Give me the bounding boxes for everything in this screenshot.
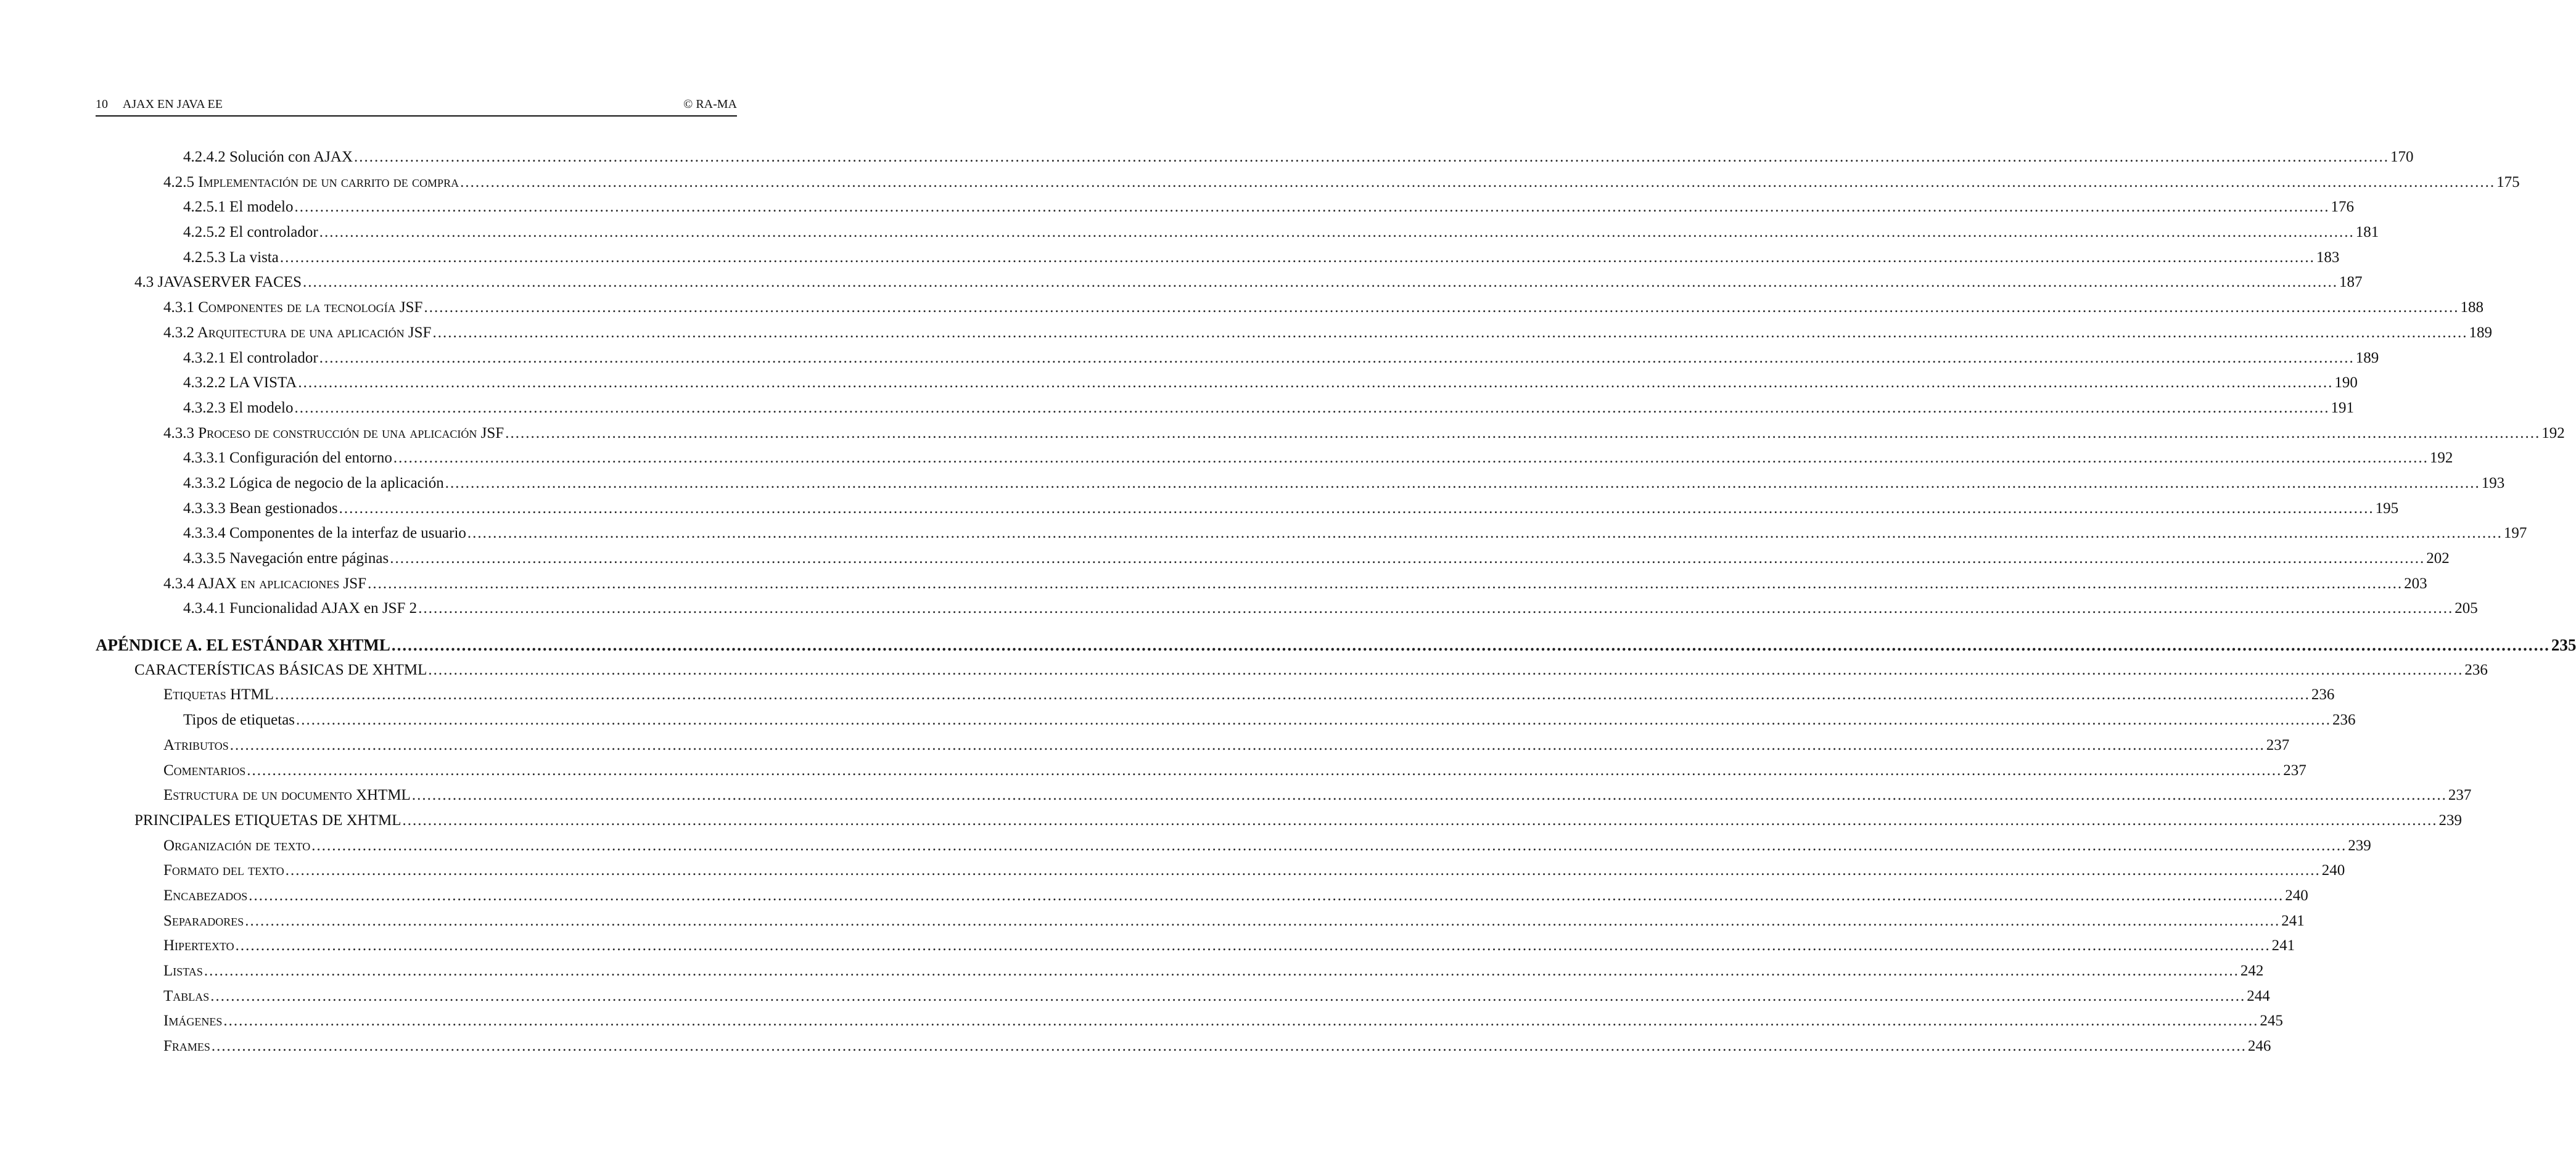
toc-entry-title: CARACTERÍSTICAS BÁSICAS DE XHTML bbox=[134, 661, 427, 678]
toc-entry-title: Frames bbox=[163, 1038, 210, 1055]
toc-entry bbox=[96, 195, 2354, 220]
toc-entry-page: 190 bbox=[2334, 374, 2358, 392]
toc-entry bbox=[96, 521, 2527, 546]
toc-entry bbox=[96, 909, 2305, 934]
toc-entry-title: 4.3.3.1 Configuración del entorno bbox=[183, 450, 392, 467]
toc-entry-title: Estructura de un documento XHTML bbox=[163, 787, 411, 804]
toc-entry-page: 246 bbox=[2247, 1038, 2271, 1055]
toc-entry-page: 189 bbox=[2355, 349, 2379, 366]
toc-entry-page: 187 bbox=[2339, 274, 2363, 291]
toc-entry-title: 4.3.2.1 El controlador bbox=[183, 349, 318, 366]
toc-entry-page: 175 bbox=[2496, 173, 2520, 191]
dot-leader: ................................................................................................................................................................................................................................................................................................................................................................................................................ bbox=[303, 274, 2338, 291]
toc-entry-title: Imágenes bbox=[163, 1012, 223, 1030]
toc-entry-page: 237 bbox=[2266, 736, 2290, 753]
toc-entry-page: 205 bbox=[2455, 600, 2478, 617]
dot-leader: ................................................................................................................................................................................................................................................................................................................................................................................................................ bbox=[249, 887, 2284, 904]
dot-leader: ................................................................................................................................................................................................................................................................................................................................................................................................................ bbox=[319, 224, 2355, 241]
toc-entry-title: 4.3.2 Arquitectura de una aplicación JSF bbox=[163, 324, 432, 341]
toc-entry bbox=[96, 321, 2492, 346]
publisher: © RA-MA bbox=[683, 97, 737, 111]
toc-entry-page: 241 bbox=[2281, 912, 2305, 929]
toc-entry bbox=[96, 733, 2290, 758]
toc-entry-title: Separadores bbox=[163, 912, 244, 929]
toc-entry-page: 202 bbox=[2426, 550, 2450, 567]
toc-entry bbox=[96, 708, 2356, 733]
toc-entry bbox=[96, 546, 2450, 572]
toc-entry-page: 239 bbox=[2348, 837, 2371, 854]
toc-entry-page: 241 bbox=[2271, 937, 2295, 955]
table-of-contents bbox=[96, 145, 2576, 1059]
toc-entry-title: 4.3.2.2 LA VISTA bbox=[183, 374, 297, 392]
toc-entry-title: Encabezados bbox=[163, 887, 248, 904]
toc-entry-title: Tablas bbox=[163, 987, 210, 1004]
dot-leader: ................................................................................................................................................................................................................................................................................................................................................................................................................ bbox=[274, 686, 2310, 704]
dot-leader: ................................................................................................................................................................................................................................................................................................................................................................................................................ bbox=[432, 324, 2468, 341]
toc-entry-title: Hipertexto bbox=[163, 937, 234, 955]
dot-leader: ................................................................................................................................................................................................................................................................................................................................................................................................................ bbox=[505, 424, 2541, 441]
dot-leader: ................................................................................................................................................................................................................................................................................................................................................................................................................ bbox=[428, 661, 2464, 678]
toc-entry-page: 189 bbox=[2469, 324, 2492, 341]
toc-entry-title: 4.3.4.1 Funcionalidad AJAX en JSF 2 bbox=[183, 600, 418, 617]
toc-entry bbox=[96, 683, 2335, 708]
toc-entry bbox=[96, 1034, 2271, 1059]
dot-leader: ................................................................................................................................................................................................................................................................................................................................................................................................................ bbox=[411, 787, 2447, 804]
toc-entry-title: Organización de texto bbox=[163, 837, 311, 854]
dot-leader: ................................................................................................................................................................................................................................................................................................................................................................................................................ bbox=[235, 937, 2271, 955]
toc-entry bbox=[96, 633, 2576, 658]
toc-entry-page: 192 bbox=[2429, 450, 2453, 467]
toc-entry-title: 4.3.3.4 Componentes de la interfaz de usuario bbox=[183, 525, 466, 542]
toc-entry bbox=[96, 295, 2483, 321]
toc-entry-title: PRINCIPALES ETIQUETAS DE XHTML bbox=[134, 811, 401, 829]
toc-entry bbox=[96, 934, 2295, 959]
toc-entry-page: 197 bbox=[2503, 525, 2527, 542]
toc-entry bbox=[96, 145, 2414, 170]
page-number: 10 bbox=[96, 97, 108, 111]
toc-entry-page: 193 bbox=[2481, 474, 2505, 491]
toc-entry-title: Formato del texto bbox=[163, 862, 284, 879]
toc-entry bbox=[96, 170, 2520, 195]
toc-entry-page: 239 bbox=[2438, 811, 2462, 829]
book-title: AJAX EN JAVA EE bbox=[122, 97, 223, 111]
toc-entry-page: 244 bbox=[2247, 987, 2270, 1004]
toc-entry-page: 188 bbox=[2460, 299, 2483, 316]
toc-entry-page: 176 bbox=[2331, 199, 2354, 216]
toc-entry bbox=[96, 572, 2427, 597]
toc-entry-title: 4.2.5.1 El modelo bbox=[183, 199, 294, 216]
toc-entry bbox=[96, 371, 2358, 396]
dot-leader: ................................................................................................................................................................................................................................................................................................................................................................................................................ bbox=[294, 199, 2330, 216]
toc-entry bbox=[96, 984, 2270, 1009]
toc-entry-page: 203 bbox=[2404, 575, 2427, 592]
toc-entry bbox=[96, 858, 2345, 884]
toc-entry-title: 4.3.3.2 Lógica de negocio de la aplicación bbox=[183, 474, 444, 491]
toc-entry-page: 181 bbox=[2355, 224, 2379, 241]
dot-leader: ................................................................................................................................................................................................................................................................................................................................................................................................................ bbox=[402, 811, 2438, 829]
toc-entry-title: 4.2.5 Implementación de un carrito de compra bbox=[163, 173, 459, 191]
toc-entry bbox=[96, 758, 2306, 784]
toc-entry bbox=[96, 658, 2488, 683]
toc-entry-title: 4.3.1 Componentes de la tecnología JSF bbox=[163, 299, 423, 316]
toc-entry bbox=[96, 270, 2363, 295]
toc-entry bbox=[96, 808, 2462, 834]
dot-leader: ................................................................................................................................................................................................................................................................................................................................................................................................................ bbox=[296, 712, 2332, 729]
toc-entry-page: 237 bbox=[2283, 762, 2306, 779]
toc-entry-title: Comentarios bbox=[163, 762, 246, 779]
toc-entry bbox=[96, 834, 2371, 859]
toc-entry bbox=[96, 1009, 2283, 1034]
dot-leader: ................................................................................................................................................................................................................................................................................................................................................................................................................ bbox=[391, 636, 2550, 655]
toc-entry bbox=[96, 884, 2308, 909]
toc-entry-page: 170 bbox=[2390, 149, 2414, 165]
dot-leader: ................................................................................................................................................................................................................................................................................................................................................................................................................ bbox=[418, 600, 2454, 617]
toc-entry-page: 245 bbox=[2260, 1012, 2283, 1030]
dot-leader: ................................................................................................................................................................................................................................................................................................................................................................................................................ bbox=[211, 1038, 2247, 1055]
dot-leader: ................................................................................................................................................................................................................................................................................................................................................................................................................ bbox=[247, 762, 2282, 779]
toc-entry bbox=[96, 596, 2478, 622]
toc-entry-page: 236 bbox=[2311, 686, 2335, 704]
toc-entry-title: 4.3.3 Proceso de construcción de una aplicación JSF bbox=[163, 424, 504, 441]
toc-entry bbox=[96, 346, 2379, 371]
dot-leader: ................................................................................................................................................................................................................................................................................................................................................................................................................ bbox=[204, 963, 2239, 979]
dot-leader: ................................................................................................................................................................................................................................................................................................................................................................................................................ bbox=[245, 912, 2281, 929]
toc-entry-page: 240 bbox=[2321, 862, 2345, 879]
dot-leader: ................................................................................................................................................................................................................................................................................................................................................................................................................ bbox=[294, 399, 2330, 416]
toc-entry-page: 237 bbox=[2448, 787, 2472, 804]
toc-entry-page: 236 bbox=[2332, 712, 2356, 729]
dot-leader: ................................................................................................................................................................................................................................................................................................................................................................................................................ bbox=[311, 837, 2347, 854]
toc-entry-page: 195 bbox=[2375, 499, 2399, 517]
dot-leader: ................................................................................................................................................................................................................................................................................................................................................................................................................ bbox=[223, 1012, 2259, 1030]
toc-spacer bbox=[96, 622, 737, 633]
toc-entry-page: 236 bbox=[2464, 661, 2488, 678]
toc-entry bbox=[96, 220, 2379, 245]
toc-entry-title: 4.3.2.3 El modelo bbox=[183, 399, 294, 416]
dot-leader: ................................................................................................................................................................................................................................................................................................................................................................................................................ bbox=[467, 525, 2503, 542]
toc-entry-title: 4.2.4.2 Solución con AJAX bbox=[183, 149, 353, 165]
dot-leader: ................................................................................................................................................................................................................................................................................................................................................................................................................ bbox=[424, 299, 2459, 316]
toc-entry-title: 4.3.3.3 Bean gestionados bbox=[183, 499, 338, 517]
toc-entry-title: 4.3.3.5 Navegación entre páginas bbox=[183, 550, 389, 567]
toc-entry-title: Tipos de etiquetas bbox=[183, 712, 295, 729]
dot-leader: ................................................................................................................................................................................................................................................................................................................................................................................................................ bbox=[368, 575, 2403, 592]
toc-entry bbox=[96, 446, 2453, 471]
toc-entry-title: 4.2.5.3 La vista bbox=[183, 248, 279, 266]
toc-entry bbox=[96, 496, 2399, 522]
toc-entry-page: 242 bbox=[2240, 963, 2264, 979]
toc-entry-title: Etiquetas HTML bbox=[163, 686, 274, 704]
running-header bbox=[96, 97, 737, 117]
dot-leader: ................................................................................................................................................................................................................................................................................................................................................................................................................ bbox=[285, 862, 2321, 879]
dot-leader: ................................................................................................................................................................................................................................................................................................................................................................................................................ bbox=[390, 550, 2426, 567]
dot-leader: ................................................................................................................................................................................................................................................................................................................................................................................................................ bbox=[279, 248, 2315, 266]
toc-entry bbox=[96, 783, 2472, 808]
dot-leader: ................................................................................................................................................................................................................................................................................................................................................................................................................ bbox=[298, 374, 2334, 392]
toc-entry-page: 192 bbox=[2541, 424, 2565, 441]
toc-entry-page: 183 bbox=[2316, 248, 2340, 266]
dot-leader: ................................................................................................................................................................................................................................................................................................................................................................................................................ bbox=[393, 450, 2429, 467]
toc-entry-title: 4.3 JAVASERVER FACES bbox=[134, 274, 302, 291]
dot-leader: ................................................................................................................................................................................................................................................................................................................................................................................................................ bbox=[460, 173, 2496, 191]
toc-entry-page: 240 bbox=[2285, 887, 2308, 904]
toc-entry-page: 235 bbox=[2551, 636, 2576, 655]
toc-entry bbox=[96, 245, 2340, 271]
toc-entry bbox=[96, 396, 2354, 421]
toc-entry bbox=[96, 959, 2264, 984]
toc-entry-page: 191 bbox=[2331, 399, 2354, 416]
toc-entry bbox=[96, 421, 2565, 446]
toc-entry-title: 4.3.4 AJAX en aplicaciones JSF bbox=[163, 575, 367, 592]
toc-entry bbox=[96, 471, 2505, 496]
toc-entry-title: Listas bbox=[163, 963, 203, 979]
dot-leader: ................................................................................................................................................................................................................................................................................................................................................................................................................ bbox=[210, 987, 2246, 1004]
dot-leader: ................................................................................................................................................................................................................................................................................................................................................................................................................ bbox=[229, 736, 2265, 753]
toc-entry-title: APÉNDICE A. EL ESTÁNDAR XHTML bbox=[96, 636, 390, 655]
dot-leader: ................................................................................................................................................................................................................................................................................................................................................................................................................ bbox=[354, 149, 2389, 165]
dot-leader: ................................................................................................................................................................................................................................................................................................................................................................................................................ bbox=[339, 499, 2374, 517]
dot-leader: ................................................................................................................................................................................................................................................................................................................................................................................................................ bbox=[319, 349, 2355, 366]
dot-leader: ................................................................................................................................................................................................................................................................................................................................................................................................................ bbox=[445, 474, 2480, 491]
toc-entry-title: Atributos bbox=[163, 736, 229, 753]
toc-entry-title: 4.2.5.2 El controlador bbox=[183, 224, 318, 241]
header-left bbox=[96, 97, 235, 112]
